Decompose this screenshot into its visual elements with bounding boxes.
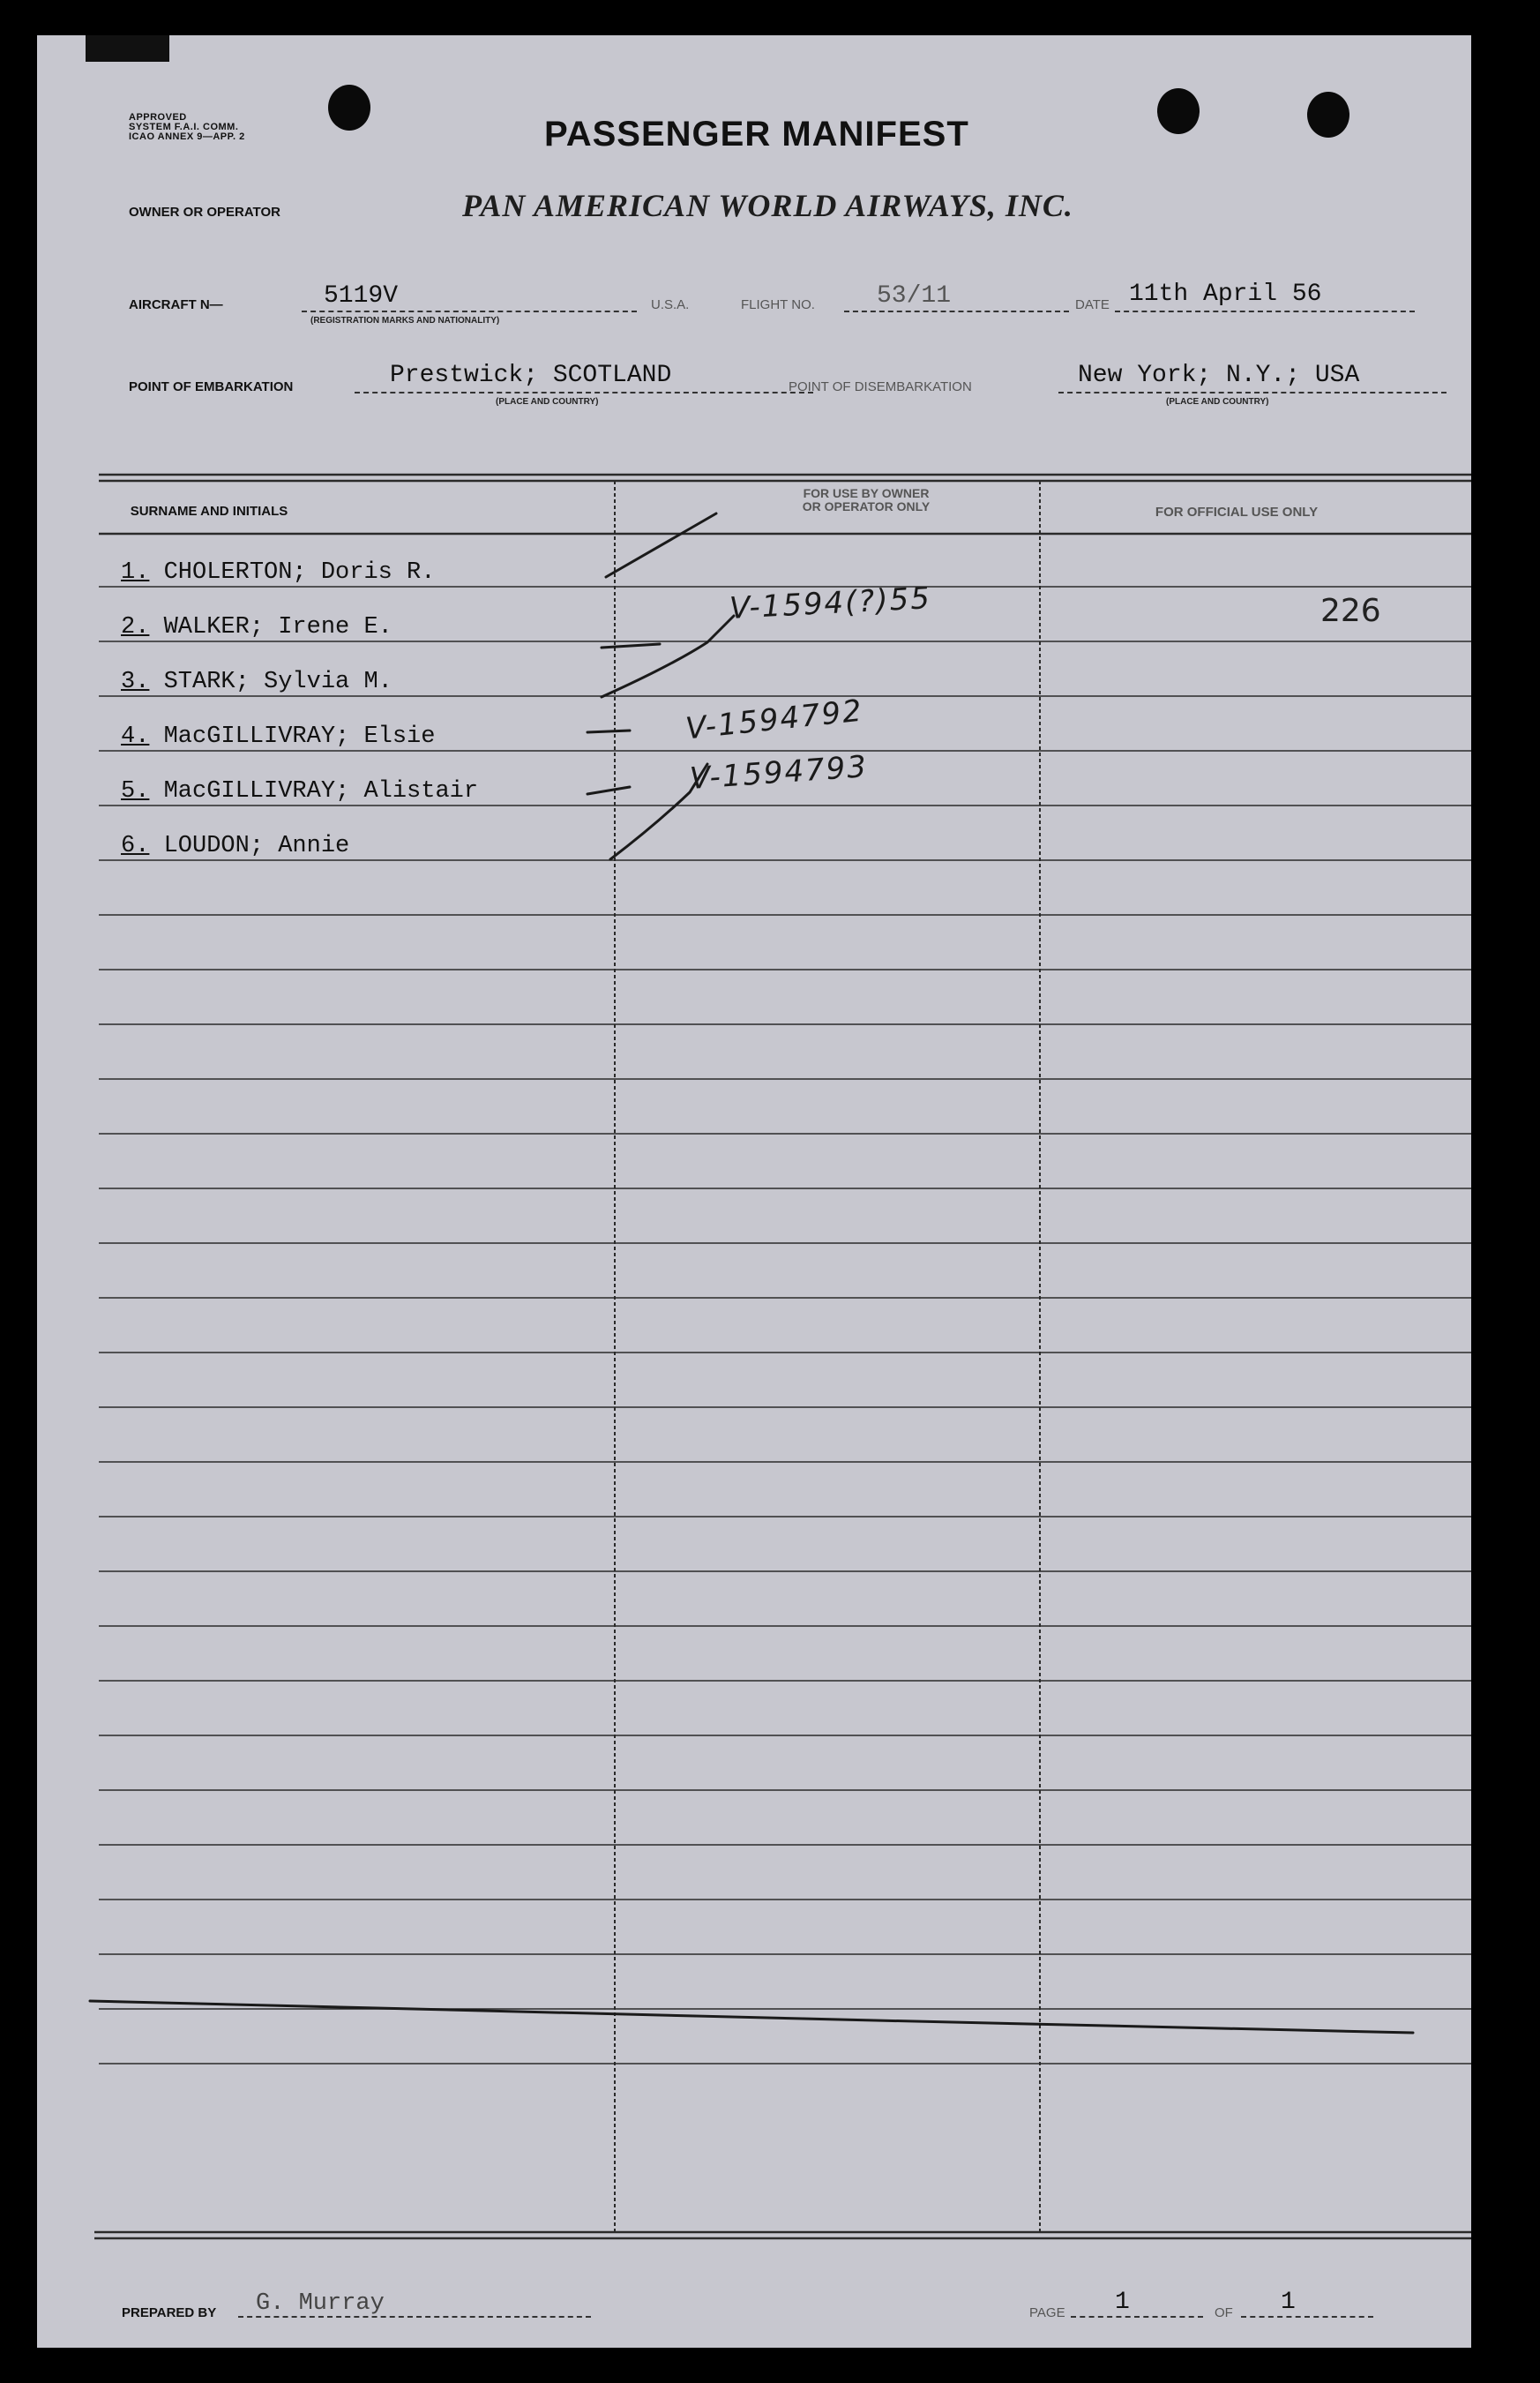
of-value: 1 (1281, 2289, 1296, 2316)
header-surname: SURNAME AND INITIALS (130, 504, 288, 519)
approval-line-2: SYSTEM F.A.I. COMM. (129, 122, 239, 132)
handwritten-operator-number: V-1594793 (688, 749, 870, 797)
handwritten-operator-number: V-1594(?)55 (729, 581, 932, 626)
check-mark (602, 616, 734, 697)
row-number: 3. (121, 669, 150, 695)
embarkation-label: POINT OF EMBARKATION (129, 379, 294, 394)
owner-label: OWNER OR OPERATOR (129, 205, 280, 220)
passenger-name: CHOLERTON; Doris R. (163, 559, 436, 586)
registration-caption: (REGISTRATION MARKS AND NATIONALITY) (310, 316, 500, 326)
page-label: PAGE (1029, 2305, 1065, 2320)
prepared-value: G. Murray (256, 2290, 385, 2317)
disembarkation-caption: (PLACE AND COUNTRY) (1166, 397, 1269, 407)
passenger-name: STARK; Sylvia M. (163, 669, 392, 695)
passenger-name: LOUDON; Annie (163, 833, 350, 859)
embarkation-caption: (PLACE AND COUNTRY) (496, 397, 599, 407)
aircraft-value: 5119V (324, 282, 399, 310)
approval-line-3: ICAO ANNEX 9—APP. 2 (129, 131, 245, 142)
embarkation-value: Prestwick; SCOTLAND (390, 362, 672, 389)
ruled-lines (37, 35, 1471, 2348)
aircraft-label: AIRCRAFT N— (129, 297, 223, 312)
row-number: 1. (121, 559, 150, 586)
smudge-mark (90, 2001, 1413, 2033)
passenger-name: MacGILLIVRAY; Elsie (163, 723, 436, 750)
flight-value: 53/11 (877, 282, 952, 310)
approval-line-1: APPROVED (129, 112, 187, 123)
page-value: 1 (1115, 2289, 1130, 2316)
manifest-sheet (37, 35, 1471, 2348)
header-owner-use-line-1: FOR USE BY OWNER (803, 486, 930, 500)
header-official-use: FOR OFFICIAL USE ONLY (1155, 505, 1319, 520)
form-title: PASSENGER MANIFEST (544, 115, 969, 154)
official-note: 226 (1320, 593, 1381, 629)
check-mark (587, 731, 630, 732)
of-underline (1241, 2316, 1373, 2318)
owner-stamp: PAN AMERICAN WORLD AIRWAYS, INC. (462, 188, 1073, 223)
prepared-label: PREPARED BY (122, 2305, 217, 2320)
disembarkation-label: POINT OF DISEMBARKATION (789, 379, 972, 394)
date-label: DATE (1075, 297, 1110, 312)
flight-label: FLIGHT NO. (741, 297, 815, 312)
check-mark (587, 787, 630, 794)
row-number: 5. (121, 778, 150, 805)
date-value: 11th April 56 (1129, 281, 1322, 308)
passenger-name: MacGILLIVRAY; Alistair (163, 778, 479, 805)
check-mark (610, 764, 707, 859)
row-number: 6. (121, 833, 150, 859)
prepared-underline (238, 2316, 591, 2318)
handwritten-operator-number: V-1594792 (684, 693, 865, 747)
of-label: OF (1215, 2305, 1233, 2320)
usa-label: U.S.A. (651, 297, 690, 312)
row-number: 2. (121, 614, 150, 641)
row-number: 4. (121, 723, 150, 750)
disembarkation-value: New York; N.Y.; USA (1078, 362, 1360, 389)
check-mark (606, 513, 716, 577)
check-mark (602, 644, 660, 648)
passenger-name: WALKER; Irene E. (163, 614, 392, 641)
header-owner-use-line-2: OR OPERATOR ONLY (802, 498, 931, 513)
page-underline (1071, 2316, 1203, 2318)
